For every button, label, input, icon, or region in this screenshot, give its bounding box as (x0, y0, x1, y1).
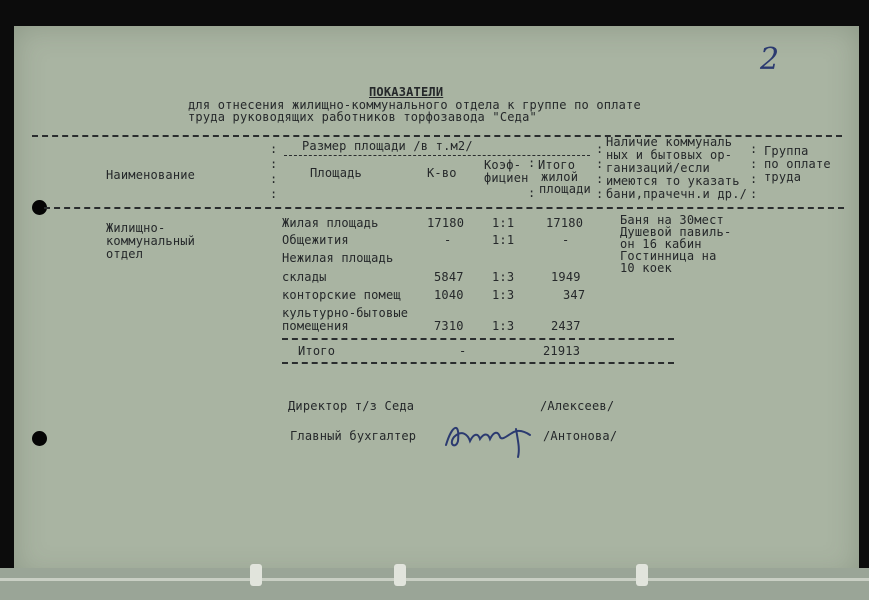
row-area: культурно-бытовые (282, 306, 409, 320)
row-qty: 17180 (427, 216, 465, 230)
qty-header: К-во (427, 166, 457, 180)
services-header-line1: Наличие коммуналь (606, 135, 733, 149)
binding-clip (636, 564, 648, 586)
row-coef: 1:3 (492, 288, 515, 302)
column-separator: : : : : (270, 142, 278, 201)
total-top-rule (282, 338, 674, 340)
row-total: 347 (563, 288, 586, 302)
binding-strip (0, 568, 869, 600)
row-area: Нежилая площадь (282, 251, 394, 265)
total-label: Итого (298, 344, 336, 358)
row-total: 17180 (546, 216, 584, 230)
binding-clip (394, 564, 406, 586)
group-header-line3: труда (764, 170, 802, 184)
accountant-role: Главный бухгалтер (290, 429, 417, 443)
row-coef: 1:1 (492, 233, 515, 247)
row-qty: - (444, 233, 452, 247)
row-coef: 1:3 (492, 270, 515, 284)
director-role: Директор т/з Седа (288, 399, 415, 413)
services-header-line2: ных и бытовых ор- (606, 148, 733, 162)
punch-hole (32, 431, 47, 446)
area-size-underline (284, 155, 590, 156)
row-area: Общежития (282, 233, 349, 247)
area-header: Площадь (310, 166, 362, 180)
document-subtitle-line2: труда руководящих работников торфозавода "Седа" (188, 110, 537, 124)
row-area: склады (282, 270, 327, 284)
coef-header-line2: фициен (484, 171, 529, 185)
column-separator: : : : : (596, 142, 604, 201)
department-line1: Жилищно- (106, 221, 166, 235)
total-qty: - (459, 344, 467, 358)
services-header-line4: имеются то указать (606, 174, 740, 188)
services-header-line3: ганизаций/если (606, 161, 710, 175)
services-note-line: он 16 кабин (620, 237, 702, 251)
services-note-line: Баня на 30мест (620, 213, 724, 227)
total-value: 21913 (543, 344, 581, 358)
binding-clip (250, 564, 262, 586)
group-header-line2: по оплате (764, 157, 831, 171)
handwritten-signature (438, 415, 538, 459)
column-separator: : : : : (750, 142, 758, 201)
row-coef: 1:3 (492, 319, 515, 333)
total-header-line1: Итого (538, 158, 576, 172)
row-area: помещения (282, 319, 349, 333)
binding-strip-edge (0, 578, 869, 581)
total-header-line2: жилой (541, 170, 579, 184)
area-size-header: Размер площади /в т.м2/ (302, 139, 473, 153)
row-coef: 1:1 (492, 216, 515, 230)
column-separator: : : (528, 156, 536, 200)
coef-header-line1: Коэф- (484, 158, 522, 172)
services-header-line5: бани,прачечн.и др./ (606, 187, 748, 201)
department-line3: отдел (106, 247, 144, 261)
row-qty: 7310 (434, 319, 464, 333)
director-name: /Алексеев/ (540, 399, 615, 413)
total-header-line3: площади (539, 182, 591, 196)
row-total: 1949 (551, 270, 581, 284)
document-title: ПОКАЗАТЕЛИ (369, 85, 444, 99)
row-total: - (562, 233, 570, 247)
header-bottom-rule (44, 207, 844, 209)
page-number: 2 (760, 42, 780, 77)
row-qty: 5847 (434, 270, 464, 284)
services-note-line: Душевой павиль- (620, 225, 732, 239)
services-note-line: Гостинница на (620, 249, 717, 263)
department-line2: коммунальный (106, 234, 196, 248)
total-bottom-rule (282, 362, 674, 364)
row-total: 2437 (551, 319, 581, 333)
row-area: Жилая площадь (282, 216, 379, 230)
services-note-line: 10 коек (620, 261, 672, 275)
row-qty: 1040 (434, 288, 464, 302)
row-area: конторские помещ (282, 288, 401, 302)
document-subtitle-line1: для отнесения жилищно-коммунального отдела к группе по оплате (188, 98, 641, 112)
accountant-name: /Антонова/ (543, 429, 618, 443)
group-header-line1: Группа (764, 144, 809, 158)
name-header: Наименование (106, 168, 196, 182)
